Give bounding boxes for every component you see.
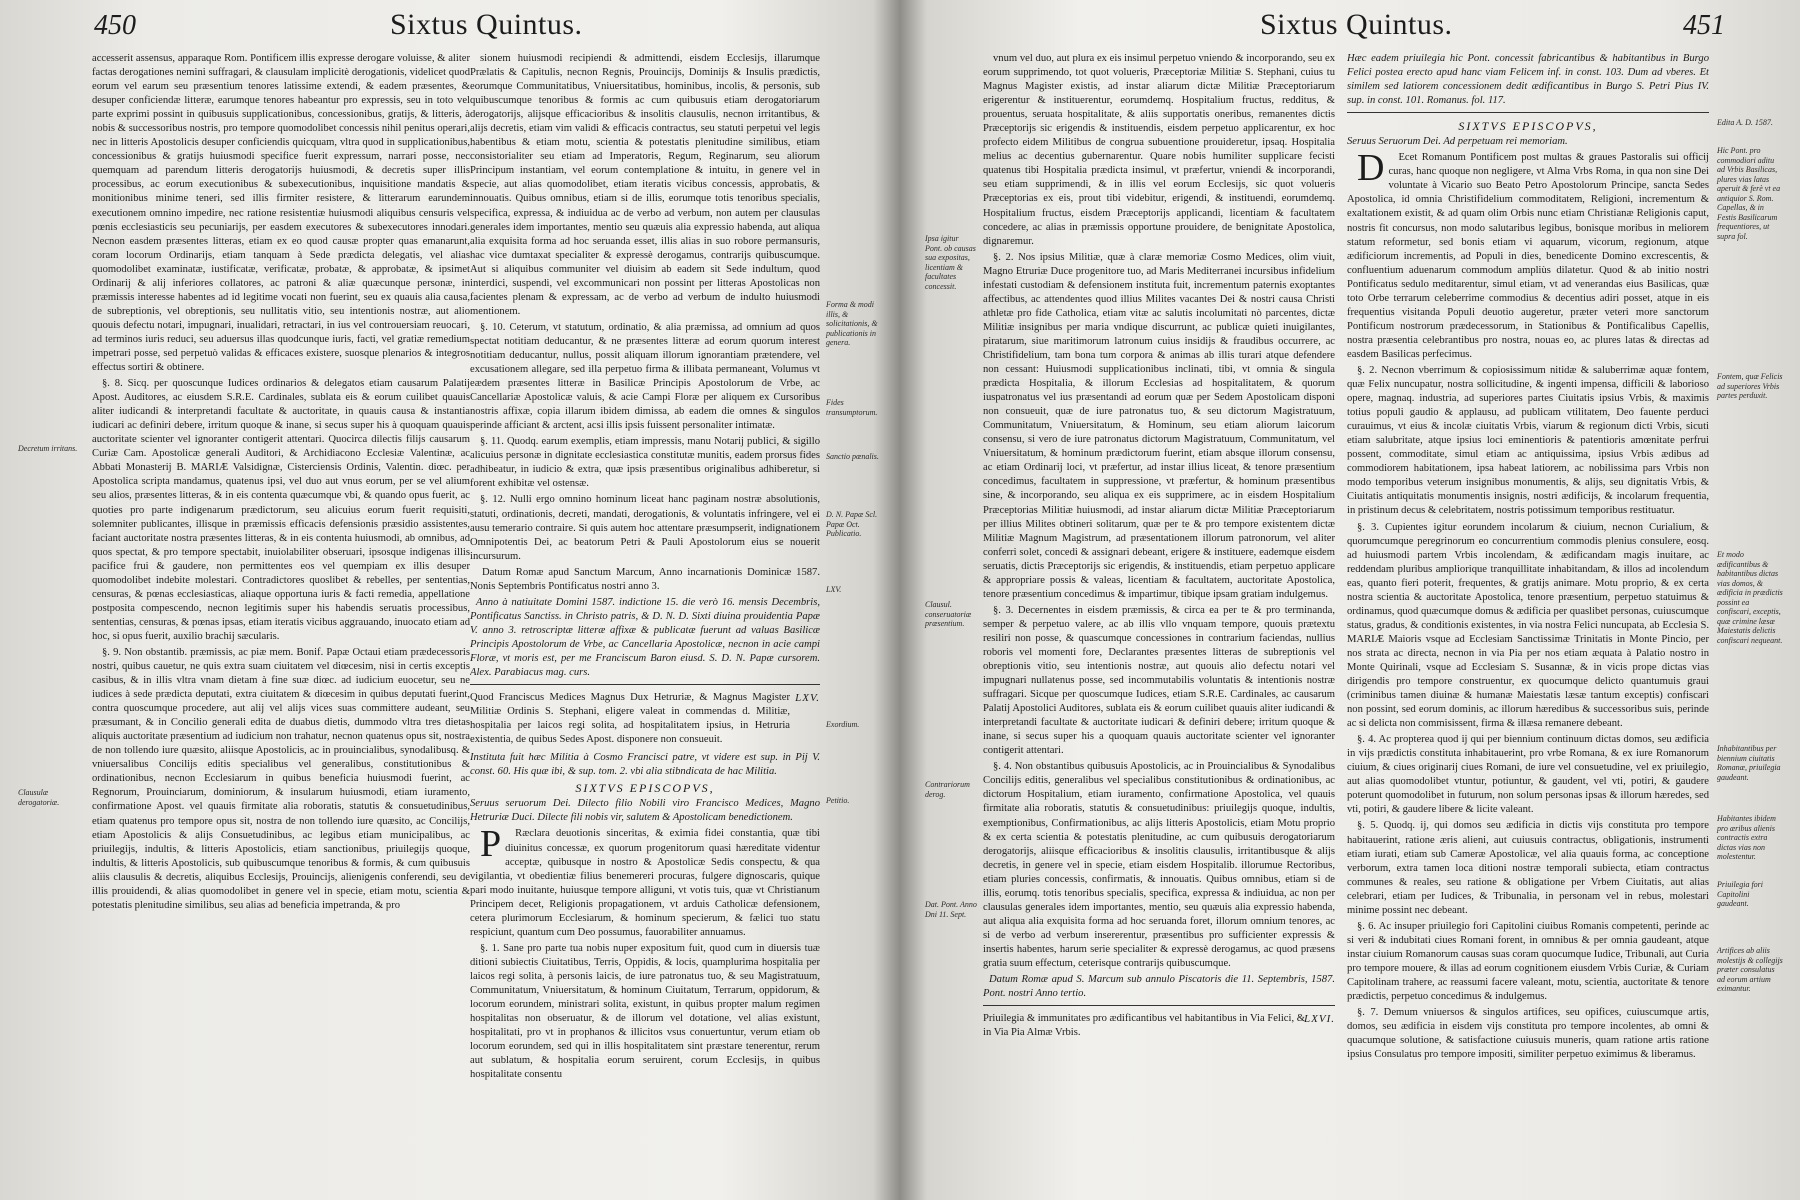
running-head: Sixtus Quintus.: [1260, 8, 1453, 41]
paragraph: §. 12. Nulli ergo omnino hominum liceat hanc paginam nostræ absolutionis, statuti, ordinationis, decreti, mandati, derogationis, & voluntatis infringere, vel ei ausu temerario contraire. Si quis autem hoc attentare præsumpserit, indignationem Omnipotentis Dei, ac beatorum Petri & Pauli Apostolorum eius se nouerit incursurum.: [470, 494, 820, 562]
constitution-number: LXVI.: [1304, 1013, 1335, 1026]
drop-cap: D: [1357, 147, 1385, 190]
margin-gloss: Edita A. D. 1587.: [1717, 118, 1773, 127]
paragraph: §. 4. Non obstantibus quibusuis Apostolicis, ac in Prouincialibus & Synodalibus Concilijs editis, generalibus vel specialibus constitutionibus & ordinationibus, ac dictorum Hospitalium, etiam iuramento, confirmatione Apostolica, vel quauis firmitate alia roboratis, statutis & consuetudinibus: priuilegijs quoque, indultis, exemptionibus, Confirmationibus, ac alijs litteris Apostolicis, etiam Motu proprio & ex certa scientia & potestatis plenitudine, ac cum quibusuis derogatoriarum derogatorijs, aliisque efficacioribus & insolitis clausulis, irritantibusque & alijs decretis, in genere vel in specie, etiam eisdem Hospitalib. illorumue Rectoribus, etiam pluries concessis, confirmatis, & innouatis. Quibus omnibus, etiam si de illis, eorumq. totis tenoribus specialis, specifica, expressa & indiuidua, ac non per clausulas generales idem importantes, mentio, seu quæuis alia expressio habenda, aut aliqua alia exquisita forma ad hoc seruanda foret, illorum omnium tenores, ac si de verbo ad verbum insererentur, præsentibus pro sufficienter expressis & insertis habentes, harum serie specialiter & expressè derogamus, ac quod præsens gratia suum effectum, ceterisque contrarijs quibuscumque.: [983, 761, 1335, 969]
margin-gloss: Dat. Pont. Anno Dni 11. Sept.: [925, 900, 977, 919]
paragraph: §. 3. Decernentes in eisdem præmissis, & circa ea per te & pro terminanda, semper & perpetuo valere, ac ab illis vllo vnquam tempore, quouis prætextu resiliri non posse, & quascumque concessiones in contrarium faciendas, nullius roboris vel momenti fore, Declarantes præsentes litteras de subreptionis vel obreptionis vitio, seu intentionis nostræ, aut quouis alio defectu notari vel impugnari nullatenus posse, sed incommutabilis voluntatis & intentionis nostræ suffragari. Sicque per quoscumque Iudices, etiam S.R.E. Cardinales, ac causarum Palatij Apostolici Auditores, sublata eis & eorum cuilibet quauis aliter iudicandi & interpretandi facultate & auctoritate iudicari & definiri debere; irritum quoque & inane, si secus super his a quoquam quauis auctoritate scienter vel ignoranter contigerit attentari.: [983, 604, 1335, 757]
drop-cap: P: [480, 823, 502, 866]
datum-line: Datum Romæ apud S. Marcum sub annulo Piscatoris die 11. Septembris, 1587. Pont. nostri Anno tertio.: [983, 974, 1335, 1000]
paragraph: §. 7. Demum vniuersos & singulos artifices, seu opifices, cuiuscumque artis, domos, seu ædificia in eisdem vijs constituta pro tempore incolentes, ab omni & quacumque solutione, & satisfactione cuiusuis muneris, quam ratione artis ratione ipsius Consulatus pro tempore impositi, similiter perpetuo eximimus & liberamus.: [1347, 1007, 1709, 1061]
bull-address: Seruus seruorum Dei. Dilecto filio Nobili viro Francisco Medices, Magno Hetruriæ Duci. Dilecte fili nobis vir, salutem & Apostolicam benedictionem.: [470, 798, 820, 824]
margin-gloss: Fides transumptorum.: [826, 398, 878, 417]
margin-gloss: Ipsa igitur Pont. ob causas sua expositas, licentiam & facultates concessit.: [925, 234, 976, 291]
right-column-1-paragraphs: [983, 52, 1335, 971]
bull-opening-text: Ræclara deuotionis sinceritas, & eximia fidei constantia, quæ tibi diuinitus concessæ, ex quorum progenitorum quasi hæreditate videntur acceptæ, quibusque in nostro & Apostolicæ Sedis conspectu, & qua vigilantia, vt obedientiæ filius benemereri procuras, fulgere dignoscaris, quique pari modo inuitante, huiusque tempore alliguni, vt votis tuis, quæ vt Christianum Principem decet, Religionis propagationem, vt arduis Catholicæ defensionem, cetera plurimorum Ecclesiarum, & hominum specierum, & fælici tuo statu respiciunt, quantum cum Deo possumus, fauorabiliter annuamus.: [470, 828, 820, 938]
paragraph: §. 3. Cupientes igitur eorundem incolarum & ciuium, necnon Curialium, & quorumcumque peregrinorum eo concurrentium commodis plenius consulere, eosq. ad huiusmodi partem Vrbis incolendam, & ædificandam magis inuitare, ac reddendam pluribus ampliorique tranquillitate inhabitandam, & illos ad incolendum eas, quanto fieri poterit, frequentes, & gratijs animare. Motu proprio, & ex certa nostra scientia & auctoritate Apostolica, tenore præsentium, perpetuo statuimus & ordinamus, quod quæcumque domus & ædificia per quaslibet personas, cuiuscumque status, gradus, & conditionis existentes, in via nostra Felici nuncupata, ab Ecclesia S. MARIÆ Maioris vsque ad Ecclesiam Sanctissimæ Trinitatis in Monte Pincio, per nos strata ac directa, necnon in via Pia per nos etiam æquata à Palatio nostro in Monte Quirinali, vsque ad Ecclesiam S. Susannæ, & in vicis prope dictas vias dirigendis pro tempore construentur, ex quocumque delicto quantumuis graui (criminibus tamen diuinæ & humanæ Maiestatis læsæ tantum exceptis) confiscari non possint, sed eorum dominis, ac illorum hæredibus & successoribus suis, perinde ac si delicta non commisissent, firma & illæsa remanere debeant.: [1347, 521, 1709, 730]
bull-opening-text: Ecet Romanum Pontificem post multas & graues Pastoralis sui officij curas, hanc quoque non negligere, vt Alma Vrbs Roma, in qua non sine Dei voluntate à Vicario suo Beato Petro Apostolorum Principe, sancta Sedes Apostolica, id omnia Christifidelium commoditatem, Religioni, incrementum & exaltationem existit, & ad quam olim Orbis nunc etiam Christianæ Religionis caput, nostris fit concursus, non modo salutaribus legibus, bonisque moribus in meliorem statum reformetur, sed bonis etiam vi aquarum, vicorum, regionum, atque ædificiorum incrementis, ad Populi in dies, benedicente Domino excrescentis, & confluentium aduenarum commodum ampliùs dilatetur. Quod & ab initio nostri Pontificatus sedulo meditarentur, simul etiam, vt ad venerandas eius Basilicas, quæ toto Orbe terrarum celeberrime commodius & decentius adiri posset, atque in eis frequentius visitanda Populi deuotio augeretur, præter veteri more sanctorum Pontificum nostrorum prædecessorum, in Stationibus & Pontificalibus Capellis, nostra præsentia celebrantibus pro nostra, nouas eo, ac plures latas & directas ad easdem Basilicas perfecimus.: [1347, 152, 1709, 360]
left-column-1: [92, 52, 470, 1182]
page-number: 450: [94, 10, 136, 41]
margin-gloss: Priuilegia fori Capitolini gaudeant.: [1717, 880, 1763, 908]
publication-note: Anno à natiuitate Domini 1587. indictione 15. die verò 16. mensis Decembris, Pontificatus Sanctiss. in Christo patris, & D. N. D. Sixti diuina prouidentia Papæ V. anno 3. retroscriptæ litteræ affixæ & publicatæ fuerunt ad valuas Basilicæ Principis Apostolorum de Vrbe, ac Cancellaria Apostolicæ, necnon in acie campi Floræ, vt moris est, per me Franciscum Baron eiusd. S. D. N. Papæ cursorem. Alex. Parabiacus mag. curs.: [470, 596, 820, 679]
paragraph: accesserit assensus, apparaque Rom. Pontificem illis expresse derogare voluisse, & aliter factas derogationes nemini suffragari, & clausulam implicitè derogationis, videlicet quod eorum vel earum seu præsentium tenores latissime extendi, & eadem præsentes, & desuper conficiendæ litteræ, earumque tenores habeantur pro expressis, seu in toto vel parte exprimi possint in quibusuis supplicationibus, concessionibus, gratijs, & litteris, à nobis & successoribus nostris, pro tempore quomodolibet concessis nihil penitus operari, nec in litteris Apostolicis desuper conficiendis quicquam, vltra quod in supplicationibus, concessionibus & gratijs huiusmodi specifice fuerit expressum, narrari posse, nec quemquam ad parendum litteris derogatorijs huiusmodi, & decretis super illis processibus, ac eorum executionibus & subexecutionibus, inquisitione mandatis & monitionibus minime teneri, sed illis firmiter resistere, & litterarum earundem executionem omnino impedire, nec ratione resistentiæ huiusmodi aliquibus censuris vel pœnis ecclesiasticis seu pecuniarijs, per easdem executores & subexecutores innodari. Necnon easdem præsentes litteras, etiam ex eo quod causæ propter quas emanarunt, coram locorum Ordinarijs, etiam tanquam à Sede prædicta delegatis, vel alias quomodolibet examinatæ, iustificatæ, verificatæ, probatæ, & approbatæ, & ipsimet Ordinarij & alij inferiores collatores, ac patroni & aliæ quæcunque personæ, in præmissis interesse habentes ad id legitime vocati non fuerint, seu ex quauis alia causa, de subreptionis, vel obreptionis, seu nullitatis vitio, seu intentionis nostræ, aut alio quouis defectu notari, impugnari, inualidari, retractari, in ius vel controuersiam reuocari, ad terminos iuris reduci, seu aduersus illas quodcunque iuris, facti, vel gratiæ remedium impetrari posse, sed perpetuò validas & efficaces existere, suosque plenarios & integros effectus sortiri & obtinere.: [92, 53, 470, 374]
section-divider: [1347, 112, 1709, 113]
margin-gloss: D. N. Papæ Scl. Papæ Oct. Publicatio.: [826, 510, 878, 538]
paragraph: §. 5. Quodq. ij, qui domos seu ædificia in dictis vijs constituta pro tempore habitauerint, ratione æris alieni, aut cuiusuis contractus, obligationis, instrumenti etiam iurati, etiam sub Cameræ Apostolicæ, vel alia quauis forma, ac conceptione verborum, extra tamen loca ditioni nostræ temporali subiecta, etiam contractus communes & reales, seu ratione & obligatione per Vrbem Ciuitatis, aut alias celebrari, etiam per Iudices, & Tribunalia, in personam vel in rebus, molestari minime possint nec debeant.: [1347, 820, 1709, 916]
left-column-2-paragraphs: [470, 52, 820, 564]
margin-gloss: Fontem, quæ Felicis ad superiores Vrbis partes perduxit.: [1717, 372, 1783, 400]
margin-gloss: Artifices ab aliis molestijs & collegijs præter consulatus ad eorum artium eximantur.: [1717, 946, 1783, 993]
paragraph: §. 4. Ac propterea quod ij qui per biennium continuum dictas domos, seu ædificia in vijs prædictis constituta inhabitauerint, pro vrbe Romana, & ex iure Romanorum ciuium, & ciues originarij ciues Romani, de iure vel consuetudine, vel ex priuilegio, aut alias quomodolibet vtuntur, potiuntur, & gaudent, vel vti, potiri, & gaudere poterunt quomodolibet in futurum, non solum personas ipsas & illorum hæredes, sed vti, potiri, & gaudere libere & licite valeant.: [1347, 734, 1709, 816]
paragraph: §. 2. Nos ipsius Militiæ, quæ à claræ memoriæ Cosmo Medices, olim viuit, Magno Etruriæ Duce progenitore tuo, ad Maris Mediterranei incursibus infidelium infestati custodiam & defensionem instituta fuit, incrementum paternis exoptantes affectibus, ac attendentes quod illius Milites vacantes Dei & nostri causa Christi athletæ pro fide Catholica, etiam vitæ ac salutis incolumitati nò parcentes, dictæ Militiæ insignibus per maria vndique discurrunt, ac publicæ quieti inuigilantes, piratarum, siue maritimorum latronum cuius insidijs & fraudibus occurrere, ac Christifidelium, tam bona tum corpora & animas ab illis turari atque defendere non cessant: Huiusmodi supplicationibus inclinati, tibi, vt omnia & singula prædicta Hospitalia, & illorum Ecclesias ad hospitalitatem, & quorum iuspatronatus vel ius præsentandi ad eorum quæ per Sedem Apostolicam disponi non consueuit, quæ de iure patronatus tuo, & seu dictorum Magistratuum, Communitatum, Vniuersitatum, & Hominum, seu etiam aliorum laicorum consensu, si vero de iure patronatus dictorum Magistratuum, Communitatum, vel Vniuersitatum, & hominum prædictorum fuerint, etiam absque illorum consensu, ac etiam Ordinarij loci, vt præfertur, ad instar illius liceat, & tenore præsentium concedimus, facultatem in suppressione, vt præfertur, & hominum præsentibus sine, & incorporando, seu aliqua ex eis supprimere, ac in eisdem Hospitalium Præceptorias Militiæ huiusmodi, ad instar aliarum dictæ Militiæ Præceptoriarum per illius Milites obtineri solitarum, quæ per te & pro tempore existentem dictæ Militiæ Magnum Magistrum, ad præsentationem illorum patronorum, vel aliter conferri solet, concedi & assignari debeant, erigere & instituere, eademque eisdem seruatis, dictis Præceptorijs sic erigendis, & instituendis, etiam perpetuo applicare & appropriare possis & valeas, licentiam & facultatem, auctoritate Apostolica, tenore præsentium concedimus & impartimur, tibique ipsam gratiam indulgemus.: [983, 251, 1335, 600]
bull-paragraph: §. 1. Sane pro parte tua nobis nuper expositum fuit, quod cum in diuersis tuæ ditioni subiectis Ciuitatibus, Terris, Oppidis, & locis, quamplurima hospitalia per laicos regi solita, à personis laicis, de iure patronatus tuo, & seu Magistratuum, Communitatum, Vniuersitatum, & hominum Ciuitatum, Terrarum, oppidorum, & locorum eorundem, ministrari solita, existunt, in quibus propter malum regimen hospitalitas non obseruatur, & de illorum vel dotatione, vel alias existunt, hospitalitati, pro vt in prophanos & illicitos vsus conuertuntur, verum etiam ob locorum eorundem, sed qui in illis hospitalitatem sint præstare tenerentur, rerum aut sublatum, & hospitalia eorum seruirent, corum Ecclesijs, in quibus hospitalitate consentu: [470, 942, 820, 1081]
paragraph: §. 2. Necnon vberrimum & copiosissimum nitidæ & saluberrimæ aquæ fontem, quæ Felix nuncupatur, nostra sollicitudine, & ingenti impensa, difficili & laborioso opere, magnaq. industria, ad superiores partes Ciuitatis ipsius Vrbis, & maximis totius populi gaudio & applausu, ad publicam vtilitatem, Deo fauente perduci curauimus, vt eius & incolæ ciuitatis Vrbis, viarum & regionum dicti Vrbis, sicuti etiam salubritate, atque ipsius loci eminentioris & patentioris amœnitate perfrui possent, commoditate, simul etiam ac antiquissima, ipsius Vrbis ædibus ad commodiorem habitationem, ipsa habeat latiorem, ac nobilissima pars Vrbis non modo temporibus veterum insignibus monumentis, & alijs, seu dignitatis Vrbis, & Ciuitatis antiquitatis monumentis insignis, nostri ædificijs, & incolarum frequentia, in pristinum decus & celebritatem, nostris potissimum temporibus restituatur.: [1347, 364, 1709, 517]
margin-gloss: LXV.: [826, 585, 842, 594]
margin-gloss: Hic Pont. pro commodiori aditu ad Vrbis Basilicas, plures vias latas aperuit & ferè vt ea antiquior S. Rom. Capellas, & in Festis Basilicarum frequentiores, ut supra fol.: [1717, 146, 1781, 241]
right-column-2: [1347, 52, 1709, 1182]
constitution-heading-block: [983, 1012, 1335, 1040]
paragraph: §. 6. Ac insuper priuilegio fori Capitolini ciuibus Romanis competenti, perinde ac si veri & indubitati ciues Romani forent, in omnibus & per omnia gaudeant, atque instar ciuium Romanorum causas suas coram quocumque Iudice, Tribunali, aut Curia pro tempore mouere, & illas ad eorum cognitionem eiusdem Vrbis Curiæ, & Curiam Capitolinam trahere, ac reassumi facere valeant, motu, scientia, auctoritate & tenore prædictis, perpetuo concedimus & indulgemus.: [1347, 920, 1709, 1003]
bull-address: Seruus Seruorum Dei. Ad perpetuam rei memoriam.: [1347, 136, 1568, 148]
margin-gloss: Clausulæ derogatoriæ.: [18, 788, 60, 807]
page-number: 451: [1683, 10, 1725, 41]
margin-gloss: Forma & modi illis, & solicitationis, & publicationis in genera.: [826, 300, 878, 347]
margin-gloss: Decretum irritans.: [18, 444, 78, 453]
paragraph: sionem huiusmodi recipiendi & admittendi, eisdem Ecclesijs, illarumque Prælatis & Capitulis, necnon Regnis, Prouincijs, Dominijs & Insulis prædictis, eorumque Communitatibus, Vniuersitatibus, hominibus, incolis, & personis, sub quibuscumque tenoribus & formis ac cum quibusuis etiam derogatoriarum derogatorijs, alijsque efficacioribus & insolitis clausulis, necnon irritantibus, & alijs decretis, etiam vim validi & efficacis contractus, seu statuti perpetui vel legis habentibus & etiam motu, scientia & potestatis plenitudine similibus, etiam consistorialiter seu etiam ad Imperatoris, Regum, Reginarum, seu aliorum Principum instantiam, vel eorum contemplatione & intuitu, in genere vel in specie, aut alias quomodolibet, etiam iteratis vicibus concessis, approbatis, & innouatis. Quibus omnibus, etiam si de illis, eorumque totis tenoribus specialis, specifica, expressa, & indiuidua ac de verbo ad verbum, non autem per clausulas generales idem importantes, mentio seu quæuis alia expressio habenda, aut aliqua alia exquisita forma ad hoc seruanda esset, illis alias in suo robore permansuris, hac vice dumtaxat specialiter & expressè derogamus, contrarijs quibuscumque. Aut si aliquibus communiter vel diuisim ab eadem sit Sede indultum, quod interdici, suspendi, vel excommunicari non possint per litteras Apostolicas non facientes plenam & expressam, ac de verbo ad verbum de indulto huiusmodi mentionem.: [470, 53, 820, 317]
bull-opening: [470, 823, 820, 939]
left-page: [0, 0, 885, 1200]
right-column-1: [983, 52, 1335, 1182]
margin-gloss: Petitio.: [826, 796, 850, 805]
margin-gloss: Clausul. conseruatoriæ præsentium.: [925, 600, 972, 628]
paragraph: §. 11. Quodq. earum exemplis, etiam impressis, manu Notarij publici, & sigillo alicuius personæ in dignitate ecclesiastica constitutæ munitis, eadem prorsus fides adhibeatur, in iudicio & extra, quæ ipsis præsentibus originalibus adhiberetur, si forent exhibitæ vel ostensæ.: [470, 436, 820, 490]
paragraph: §. 8. Sicq. per quoscunque Iudices ordinarios & delegatos etiam causarum Palatij Apost. Auditores, ac eiusdem S.R.E. Cardinales, sublata eis & eorum cuilibet quauis aliter iudicandi & interpretandi facultate & auctoritate, in quauis causa & instantia iudicari ac definiri debere, irritum quoque & inane, si secus super his à quoquam quauis auctoritate scienter vel ignoranter contigerit attentari. Quocirca dilectis filijs causarum Curiæ Cam. Apostolicæ generali Auditori, & Archidiacono Ecclesiæ Valentinæ, ac Abbati Monasterij B. MARIÆ Valsidignæ, Cisterciensis Ordinis, Valentin. diœc. per Apostolica scripta mandamus, quatenus ipsi, vel duo aut vnus eorum, per se vel alium seu alios, præsentes litteras, & in eis contenta quæcumque vbi, & quando opus fuerit, ac quoties pro parte indigenarum prædictorum, seu alicuius eorum fuerit requisiti, solemniter publicantes, illisque in præmissis efficacis defensionis præsidio assistentes, faciant auctoritate nostra præsentes litteras, & in eis contenta huiusmodi, ab omnibus, ad quos spectat, & pro tempore spectabit, inuiolabiliter obseruari, ipsosque indigenas illis pacifice frui & gaudere, non permittentes eos vel quempiam ex illis desuper quomodolibet indebite molestari. Contradictores quoslibet & rebelles, per sententias, censuras, & pœnas ecclesiasticas, aliaque opportuna iuris & facti remedia, appellatione postposita compescendo, necnon legitimis super his habendis seruatis processibus, sententias, censuras, & pœnas ipsas, etiam iteratis vicibus aggrauando, inuocato etiam ad hoc, si opus fuerit, auxilio brachij sæcularis.: [92, 378, 470, 642]
paragraph: vnum vel duo, aut plura ex eis insimul perpetuo vniendo & incorporando, seu ex eorum supprimendo, tot quot volueris, Præceptoriæ Militiæ S. Stephani, cuius tu Magnus Magister existis, ad instar aliarum dictæ Militiæ Præceptoriarum erigerentur & instituerentur, eorumdemq. Hospitalium fructus, redditus, & prouentus, seruata hospitalitate, & aliis supportatis oneribus, remanentes dictis Præceptorijs sic erigendis & instituendis, eisdem perpetuo applicarentur, ex hoc profecto eidem Militibus de congrua subuentione prouideretur, ipsaq. Hospitalia melius ac decentius gubernarentur. Quare nobis humiliter supplicare fecisti quatenus tibi Hospitalia prædicta insimul, vt præfertur, vniendi & incorporandi, seu etiam supprimendi, & in illis vel eorum Ecclesijs, sic quot volueris Præceptorias ex eis, prout tibi videbitur, erigendi, & instituendi, eorumdemq. Hospitalium fructus, eisdem Præceptorijs applicandi, licentiam & facultatem concedere, ac alias in præmissis opportune prouidere, de benignitate Apostolica, dignaremur.: [983, 53, 1335, 247]
section-divider: [470, 684, 820, 685]
constitution-number: LXV.: [795, 692, 820, 705]
margin-gloss: Inhabitantibus per biennium ciuitatis Romanæ, priuilegia gaudeant.: [1717, 744, 1781, 782]
constitution-note: Instituta fuit hæc Militia à Cosmo Francisci patre, vt videre est sup. in Pij V. const. 60. His quæ ibi, & sup. tom. 2. vbi alia stibndicata de hac Militia.: [470, 752, 820, 778]
running-head: Sixtus Quintus.: [390, 8, 583, 41]
right-page: [915, 0, 1800, 1200]
paragraph: §. 9. Non obstantib. præmissis, ac piæ mem. Bonif. Papæ Octaui etiam prædecessoris nostri, quibus cauetur, ne quis extra suam ciuitatem vel diœcesim, nisi in certis exceptis casibus, & in illis vltra vnam dietam à fine suæ diœc. ad iudicium euocetur, seu ne iudices à sede prædicta deputati, extra ciuitatem & diœcesim in quibus deputati fuerint, contra quoscumque procedere, aut alij vel alijs vices suas committere audeant, seu præsumant, & in Concilio generali edita de duabus dietis, dummodo vltra tres dietas aliquis auctoritate præsentium ad iudicium non trahatur, necnon quatenus opus sit, nostra de non tollendo iure quæsito, aliisque Apostolicis, ac in prouincialibus, synodalibusq. & vniuersalibus Concilijs editis specialibus vel generalibus, constitutionibus & ordinationibus, necnon Ecclesiarum in quibus beneficia huiusmodi fuerint, ac Regnorum, Prouinciarum, dominiorum, & insularum huiusmodi, etiam iuramento, confirmatione Apost. vel quauis firmitate alia roboratis, statutis & consuetudinibus, etiam quatenus pro tempore opus sit, nostra de non tollendo iure quæsito, ac Concilijs, etiam Apostolicis & alijs Consuetudinibus, ac legibus etiam municipalibus, ac priuilegijs, indultis, & litteris Apostolicis, etiam sanctionibus, priuilegijs quoque, indultis, & litteris Apostolicis, sub quibuscumque tenoribus & formis, & cum quibusuis aliis clausulis & decretis, aliquibus Ecclesijs, Prouincijs, alienigenis conferendi, seu de illis prouidendi, & alias quomodolibet in genere vel in specie, etiam motu, scientia & potestatis plenitudine similibus, seu alias ad beneficia impetranda, & pro: [92, 646, 470, 911]
bull-opening: [1347, 147, 1709, 362]
bull-title: SIXTVS EPISCOPVS,: [1458, 119, 1598, 134]
bull-title: SIXTVS EPISCOPVS,: [575, 781, 715, 796]
margin-gloss: Sanctio pœnalis.: [826, 452, 879, 461]
paragraph: §. 10. Ceterum, vt statutum, ordinatio, & alia præmissa, ad omnium ad quos spectat notitiam deducantur, & ne præsentes litteræ ad eorum quorum interest notitiam deducantur, nullus, possit aliquam illorum ignorantiam prætendere, vel excusationem allegare, sed illa perpetuo firma & illibata permaneant, Volumus vt eædem præsentes litteræ in Basilicæ Principis Apostolorum de Vrbe, ac Cancellariæ Apostolicæ valuis, & acie Campi Floræ per aliquem ex Cursoribus nostris affixæ, copia illarum ibidem dimissa, ab eadem die omnes & singulos perinde afficiant & arctent, acsi illis ipsis fuissent personaliter intimatæ.: [470, 321, 820, 432]
constitution-heading: Quod Franciscus Medices Magnus Dux Hetruriæ, & Magnus Magister Militiæ Ordinis S. Stephani, eligere valeat in commendas d. Militiæ, hospitalia per laicos regi solita, ad hospitalitatem ipsius, in Hetruria existentia, de quibus Sedes Apost. disponere non consueuit.: [470, 692, 790, 746]
editorial-note: Hæc eadem priuilegia hic Pont. concessit fabricantibus & habitantibus in Burgo Felici postea erecto apud hanc viam Felicem inf. in const. 103. Dum ad vberes. Et similem sed latiorem concessionem dedit ædificantibus in Burgo S. Petri Pius IV. sup. in const. 101. Romanus. fol. 117.: [1347, 53, 1709, 107]
right-column-2-paragraphs: [1347, 364, 1709, 1062]
left-column-2: [470, 52, 820, 1182]
margin-gloss: Exordium.: [826, 720, 860, 729]
section-divider: [983, 1005, 1335, 1006]
margin-gloss: Contrariorum derog.: [925, 780, 970, 799]
datum-line: Datum Romæ apud Sanctum Marcum, Anno incarnationis Dominicæ 1587. Nonis Septembris Pontificatus nostri anno 3.: [470, 566, 820, 592]
constitution-heading-block: [470, 691, 820, 747]
margin-gloss: Et modo ædificantibus & habitantibus dictas vias domos, & ædificia in prædictis possint ea confiscari, exceptis, quæ crimine læsæ Maiestatis delictis confiscari nequeant.: [1717, 550, 1783, 645]
constitution-heading: Priuilegia & immunitates pro ædificantibus vel habitantibus in Via Felici, & in Via Pia Almæ Vrbis.: [983, 1013, 1305, 1039]
margin-gloss: Habitantes ibidem pro æribus alienis contractis extra dictas vias non molestentur.: [1717, 814, 1776, 861]
